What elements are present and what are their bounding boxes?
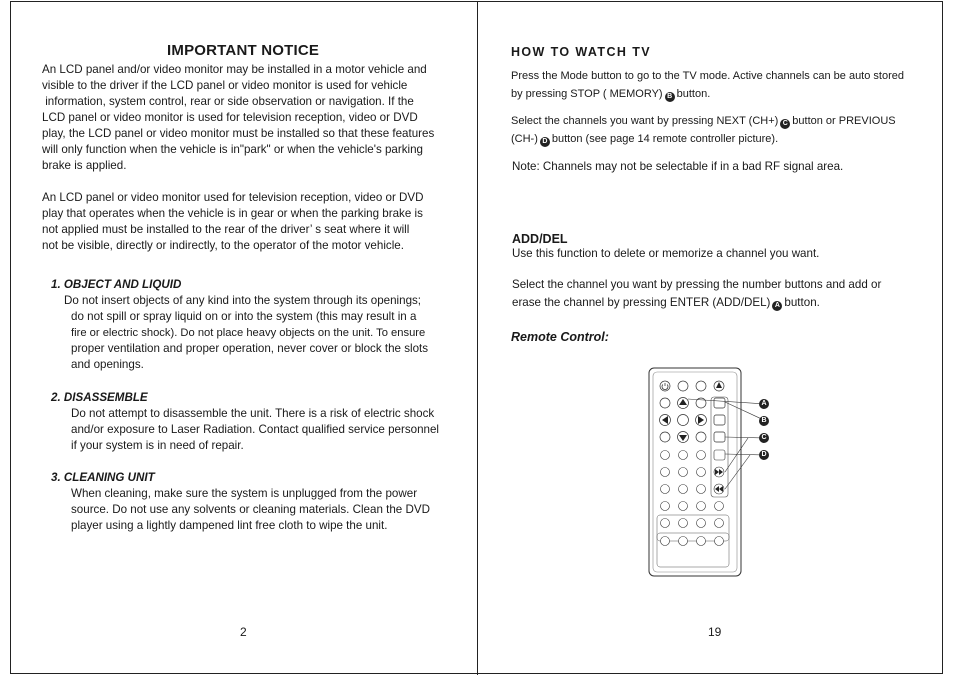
callout-b-icon: B [665,92,675,102]
notice-paragraph-1 [42,62,450,174]
section-heading-object-liquid: 1. OBJECT AND LIQUID [51,278,182,291]
page-number: 2 [240,625,247,639]
notice-paragraph-2 [42,190,450,254]
text-line: play, the LCD panel or video monitor must be installed so that these features [42,127,435,140]
text-line: not be visible, directly or indirectly, to the operator of the motor vehicle. [42,239,404,252]
page-title: IMPORTANT NOTICE [167,42,320,59]
signal-note: Note: Channels may not be selectable if in a bad RF signal area. [512,160,844,173]
text-span: by pressing STOP ( MEMORY) [511,88,663,100]
text-line: player using a lightly dampened lint free cloth to wipe the unit. [71,519,388,532]
watch-tv-paragraph-2 [511,112,921,148]
section-body-cleaning [71,486,450,534]
watch-tv-paragraph-1 [511,67,921,103]
text-line: source. Do not use any solvents or cleaning materials. Clean the DVD [71,503,430,516]
text-line: When cleaning, make sure the system is unplugged from the power [71,487,418,500]
remote-control-heading: Remote Control: [511,330,609,344]
left-page [42,0,450,676]
remote-control-illustration [648,367,768,579]
text-span: Select the channels you want by pressing NEXT (CH+) [511,115,779,127]
text-line: not applied must be installed to the rear of the driver’ s seat where it will [42,223,410,236]
adddel-paragraph [512,276,922,312]
text-line: will only function when the vehicle is in"park" or when the vehicle's parking [42,143,423,156]
text-span: (CH-) [511,133,538,145]
text-line: Do not attempt to disassemble the unit. There is a risk of electric shock [71,407,435,420]
right-page [511,0,921,676]
text-line: visible to the driver if the LCD panel or video monitor is used for vehicle [42,79,408,92]
section-heading-cleaning: 3. CLEANING UNIT [51,471,155,484]
text-line: An LCD panel or video monitor used for television reception, video or DVD [42,191,424,204]
text-span: button. [676,88,711,100]
text-line: information, system control, rear or side observation or navigation. If the [42,95,414,108]
callout-d-icon: D [540,137,550,147]
section-body-object-liquid [64,293,450,373]
text-line: play that operates when the vehicle is in gear or when the parking brake is [42,207,423,220]
section-body-disassemble [71,406,450,454]
text-line: Do not insert objects of any kind into the system through its openings; [64,294,422,307]
text-line: fire or electric shock). Do not place heavy objects on the unit. To ensure [71,327,426,339]
text-line: brake is applied. [42,159,127,172]
text-line: LCD panel or video monitor is used for television reception, video or DVD [42,111,418,124]
text-line: Press the Mode button to go to the TV mode. Active channels can be auto stored [511,70,904,82]
text-line [511,85,921,103]
text-line [511,130,921,148]
text-line: and openings. [71,358,144,371]
text-line: do not spill or spray liquid on or into the system (this may result in a [71,310,417,323]
text-line [512,294,922,312]
callout-a-icon: A [772,301,782,311]
text-line: An LCD panel and/or video monitor may be installed in a motor vehicle and [42,63,427,76]
text-span: erase the channel by pressing ENTER (ADD/DEL) [512,296,771,309]
callout-b-badge: B [759,416,769,426]
text-line: proper ventilation and proper operation, never cover or block the slots [71,342,429,355]
callout-a-badge: A [759,399,769,409]
adddel-heading: ADD/DEL [512,232,568,246]
text-line: if your system is in need of repair. [71,439,244,452]
callout-c-icon: C [780,119,790,129]
section-heading-disassemble: 2. DISASSEMBLE [51,391,148,404]
section-heading-watch-tv: HOW TO WATCH TV [511,45,651,59]
text-line [511,112,921,130]
text-span: button (see page 14 remote controller picture). [551,133,779,145]
page-divider [477,1,478,675]
remote-control-drawing [648,367,768,579]
text-line: Select the channel you want by pressing the number buttons and add or [512,278,882,291]
text-span: button or PREVIOUS [792,115,896,127]
adddel-description: Use this function to delete or memorize a channel you want. [512,247,820,260]
text-span: button. [784,296,820,309]
callout-d-badge: D [759,450,769,460]
text-line: and/or exposure to Laser Radiation. Contact qualified service personnel [71,423,439,436]
callout-c-badge: C [759,433,769,443]
page-number: 19 [708,625,722,639]
